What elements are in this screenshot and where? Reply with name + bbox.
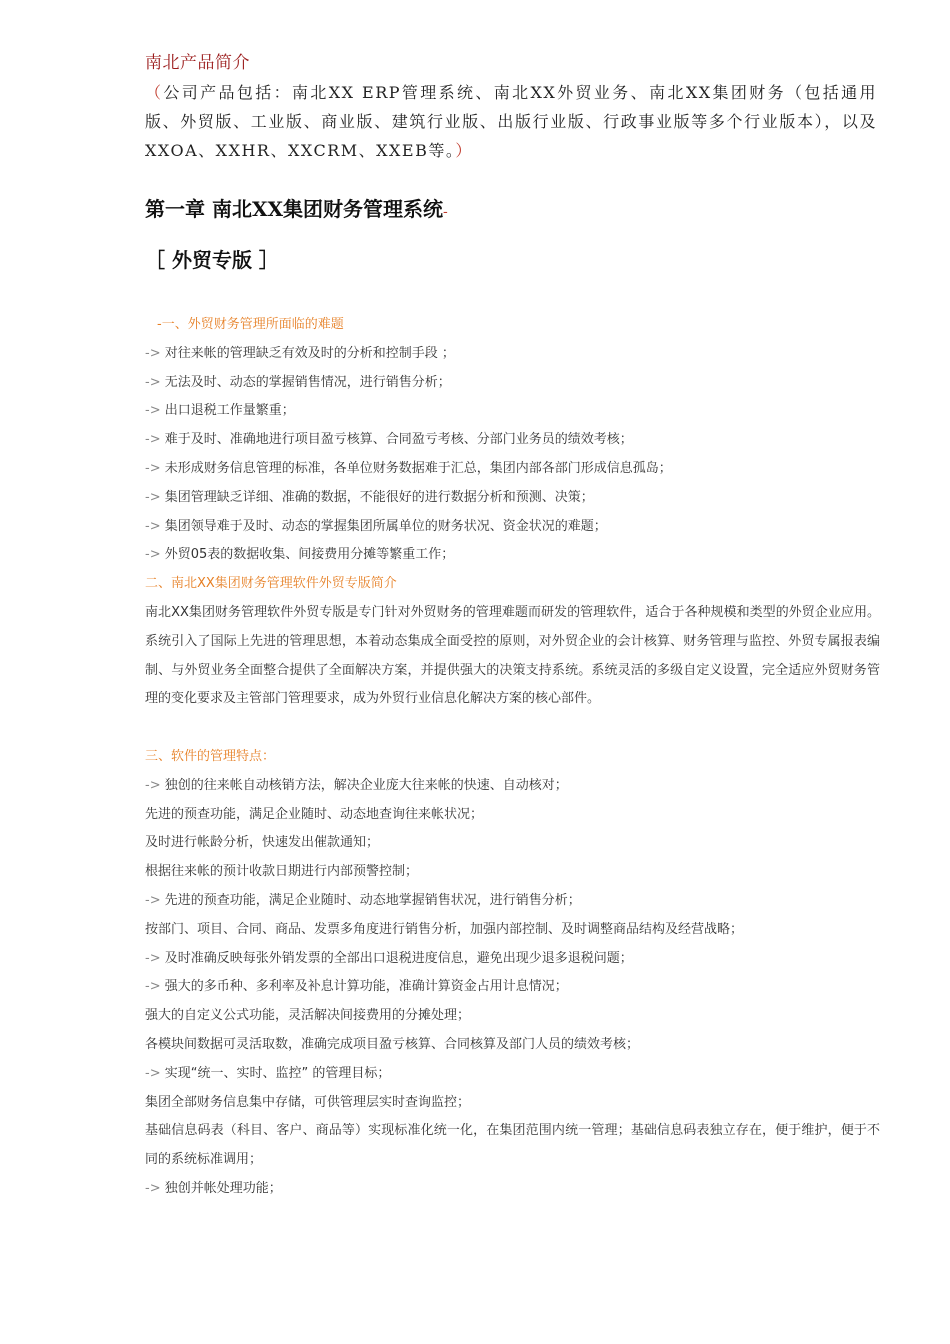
list-item [145, 541, 880, 570]
arrow-bullet: -> [145, 489, 161, 505]
feature-text: 按部门、项目、合同、商品、发票多角度进行销售分析，加强内部控制、及时调整商品结构及经营战略； [145, 921, 744, 937]
feature-text: 强大的自定义公式功能，灵活解决间接费用的分摊处理； [145, 1008, 471, 1024]
section3-heading: 三、软件的管理特点： [145, 748, 276, 764]
list-item-text: 未形成财务信息管理的标准，各单位财务数据难于汇总，集团内部各部门形成信息孤岛； [160, 460, 672, 476]
section2-heading: 二、南北XX集团财务管理软件外贸专版简介 [145, 576, 397, 592]
feature-line [145, 1089, 880, 1118]
arrow-bullet: -> [145, 1065, 161, 1081]
list-item-text: 对往来帐的管理缺乏有效及时的分析和控制手段 ； [160, 345, 455, 361]
list-item-text: 无法及时、动态的掌握销售情况，进行销售分析； [160, 374, 451, 390]
arrow-bullet: -> [145, 777, 161, 793]
feature-text: 及时准确反映每张外销发票的全部出口退税进度信息，避免出现少退多退税问题； [160, 950, 633, 966]
chapter-subtitle: ［ 外贸专版 ］ [145, 248, 279, 272]
arrow-bullet: -> [145, 432, 161, 448]
feature-text: 根据往来帐的预计收款日期进行内部预警控制； [145, 864, 419, 880]
list-item-text: 难于及时、准确地进行项目盈亏核算、合同盈亏考核、分部门业务员的绩效考核； [160, 432, 633, 448]
document-body [145, 311, 880, 1204]
chapter-title-text: 第一章 南北XX集团财务管理系统 [145, 197, 443, 221]
feature-line [145, 945, 880, 974]
feature-line [145, 1175, 880, 1204]
list-item-text: 集团领导难于及时、动态的掌握集团所属单位的财务状况、资金状况的难题； [160, 518, 607, 534]
arrow-bullet: -> [145, 345, 161, 361]
chapter-title [145, 193, 448, 222]
list-item-text: 外贸05表的数据收集、间接费用分摊等繁重工作； [160, 547, 455, 563]
arrow-bullet: -> [145, 1180, 161, 1196]
feature-text: 实现“统一、实时、监控” 的管理目标； [160, 1065, 391, 1081]
list-item [145, 484, 880, 513]
feature-line [145, 1031, 880, 1060]
arrow-bullet: -> [145, 403, 161, 419]
feature-line [145, 887, 880, 916]
list-item [145, 455, 880, 484]
spacer [145, 714, 880, 743]
arrow-bullet: -> [145, 892, 161, 908]
intro-paragraph [145, 78, 877, 165]
feature-text: 各模块间数据可灵活取数，准确完成项目盈亏核算、合同核算及部门人员的绩效考核； [145, 1036, 640, 1052]
arrow-bullet: -> [145, 374, 161, 390]
arrow-bullet: -> [145, 547, 161, 563]
feature-text: 先进的预查功能，满足企业随时、动态地掌握销售状况，进行销售分析； [160, 892, 581, 908]
feature-paragraph: 基础信息码表（科目、客户、商品等）实现标准化统一化，在集团范围内统一管理；基础信息码表独立存在，便于维护，便于不同的系统标准调用； [145, 1123, 880, 1168]
feature-line [145, 973, 880, 1002]
arrow-bullet: -> [145, 950, 161, 966]
document-title: 南北产品简介 [145, 53, 250, 73]
feature-line [145, 801, 880, 830]
feature-line [145, 1002, 880, 1031]
list-item [145, 340, 880, 369]
feature-line [145, 1060, 880, 1089]
feature-text: 强大的多币种、多利率及补息计算功能，准确计算资金占用计息情况； [160, 979, 568, 995]
feature-line [145, 858, 880, 887]
list-item [145, 513, 880, 542]
list-item [145, 369, 880, 398]
list-item-text: 集团管理缺乏详细、准确的数据，不能很好的进行数据分析和预测、决策； [160, 489, 594, 505]
arrow-bullet: -> [145, 518, 161, 534]
feature-text: 独创并帐处理功能； [160, 1180, 282, 1196]
section2-paragraph: 南北XX集团财务管理软件外贸专版是专门针对外贸财务的管理难题而研发的管理软件，适合于各种规模和类型的外贸企业应用。系统引入了国际上先进的管理思想，本着动态集成全面受控的原则，对外贸企业的会计核算、财务管理与监控、外贸专属报表编制、与外贸业务全面整合提供了全面解决方案，并提供强大的决策支持系统。系统灵活的多级自定义设置，完全适应外贸财务管理的变化要求及主管部门管理要求，成为外贸行业信息化解决方案的核心部件。 [145, 604, 880, 707]
section1-heading: -一、外贸财务管理所面临的难题 [157, 317, 344, 332]
arrow-bullet: -> [145, 460, 161, 476]
list-item [145, 397, 880, 426]
feature-text: 及时进行帐龄分析，快速发出催款通知； [145, 835, 380, 851]
feature-line [145, 772, 880, 801]
intro-open-paren: （ [145, 83, 164, 102]
list-item [145, 426, 880, 455]
list-item-text: 出口退税工作量繁重； [160, 403, 295, 419]
intro-close-paren: ） [455, 141, 473, 160]
feature-text: 先进的预查功能，满足企业随时、动态地查询往来帐状况； [145, 806, 484, 822]
chapter-title-dash: - [443, 204, 448, 220]
feature-line [145, 916, 880, 945]
feature-text: 独创的往来帐自动核销方法，解决企业庞大往来帐的快速、自动核对； [160, 777, 568, 793]
feature-line [145, 829, 880, 858]
intro-text: 公司产品包括：南北XX ERP管理系统、南北XX外贸业务、南北XX集团财务（包括通用版、外贸版、工业版、商业版、建筑行业版、出版行业版、行政事业版等多个行业版本），以及XXOA、XXHR、XXCRM、XXEB等。 [145, 83, 877, 160]
arrow-bullet: -> [145, 979, 161, 995]
feature-text: 集团全部财务信息集中存储，可供管理层实时查询监控； [145, 1094, 471, 1110]
